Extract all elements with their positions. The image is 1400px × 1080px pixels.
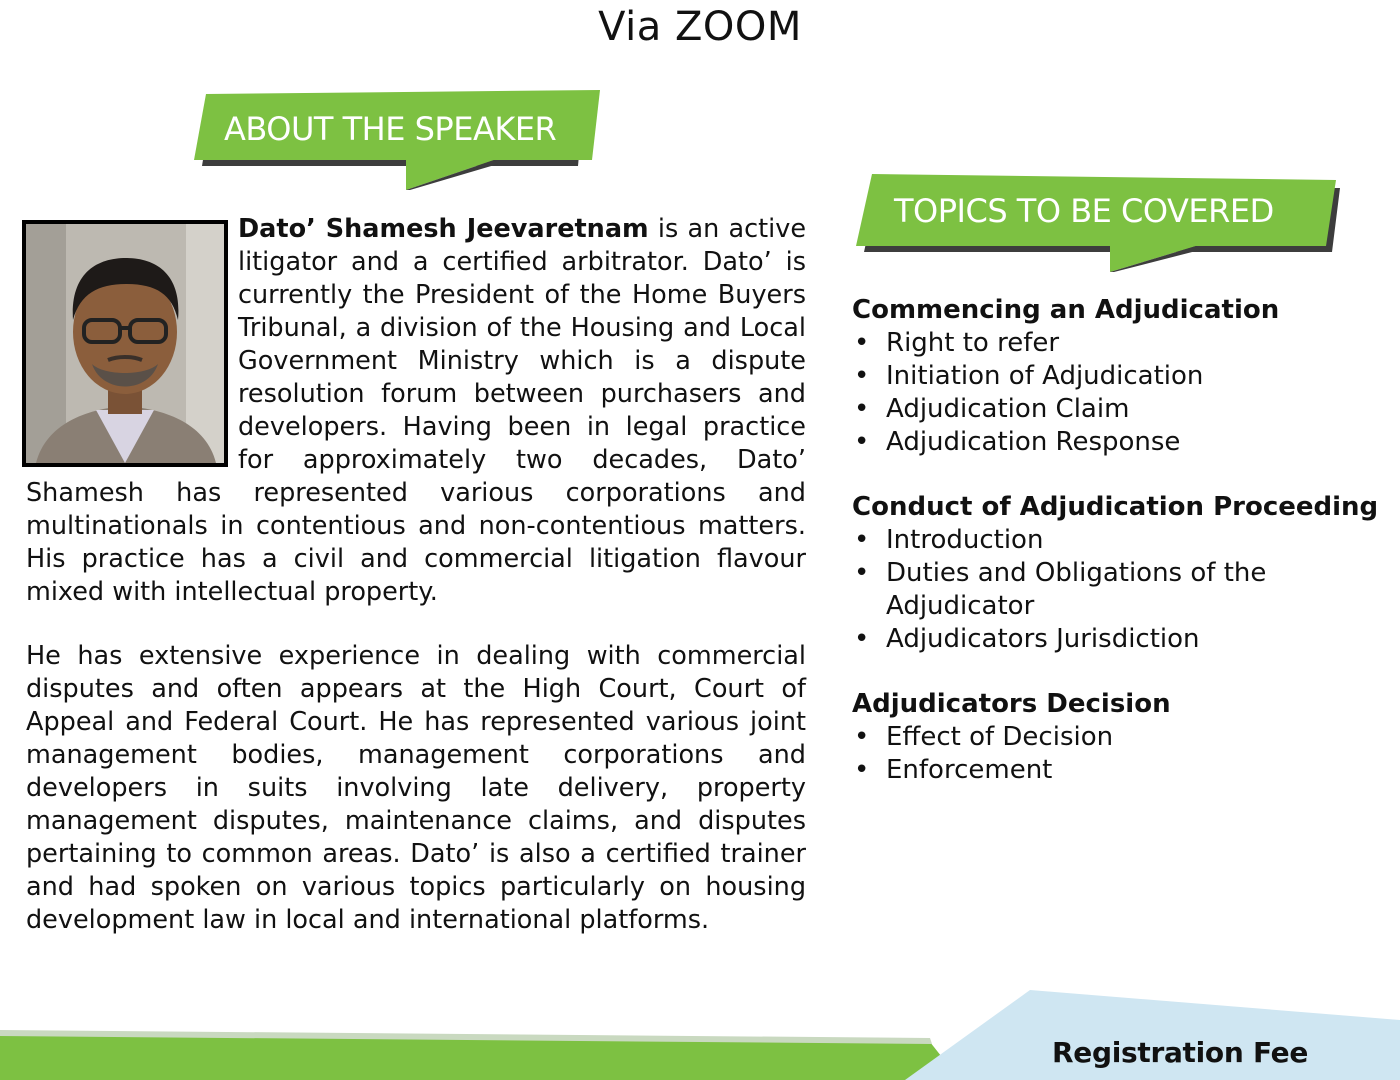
about-speaker-title: ABOUT THE SPEAKER <box>224 110 557 148</box>
list-item: • Enforcement <box>852 754 1392 787</box>
registration-fee-label: Registration Fee <box>1052 1036 1309 1069</box>
about-speaker-banner <box>194 86 604 194</box>
bio-paragraph-2: He has extensive experience in dealing with commercial disputes and often appears at the High Court, Court of Appeal and Federal Court. He has represented various joint management bodies, management corporations and developers in suits involving late delivery, property management disputes, maintenance claims, and disputes pertaining to common areas. Dato’ is also a certified trainer and had spoken on various topics particularly on housing development law in local and international platforms. <box>26 641 806 935</box>
topic-section-title: Adjudicators Decision <box>852 689 1171 719</box>
list-item: • Duties and Obligations of the Adjudicator <box>852 557 1392 623</box>
bio-paragraph-1-text: is an active litigator and a certified arbitrator. Dato’ is currently the President of the Home Buyers Tribunal, a division of the Housing and Local Government Ministry which is a dispute resolution forum between purchasers and developers. Having been in legal practice for approximately two decades, Dato’ Shamesh has represented various corporations and multinationals in contentious and non-contentious matters. His practice has a civil and commercial litigation flavour mixed with intellectual property. <box>26 214 807 607</box>
topic-section <box>852 491 1392 656</box>
list-item: • Effect of Decision <box>852 721 1392 754</box>
topic-section <box>852 688 1392 787</box>
speaker-name: Dato’ Shamesh Jeevaretnam <box>238 214 649 244</box>
topics-banner <box>856 170 1340 276</box>
topic-section <box>852 294 1392 459</box>
speaker-bio <box>26 213 806 937</box>
topic-section-title: Commencing an Adjudication <box>852 295 1280 325</box>
via-zoom-heading: Via ZOOM <box>598 4 802 50</box>
list-item: • Introduction <box>852 524 1392 557</box>
topics-list <box>852 294 1392 819</box>
list-item: • Adjudication Claim <box>852 393 1392 426</box>
list-item: • Adjudication Response <box>852 426 1392 459</box>
list-item: • Initiation of Adjudication <box>852 360 1392 393</box>
topics-title: TOPICS TO BE COVERED <box>894 192 1274 230</box>
list-item: • Right to refer <box>852 327 1392 360</box>
topic-section-title: Conduct of Adjudication Proceeding <box>852 492 1379 522</box>
list-item: • Adjudicators Jurisdiction <box>852 623 1392 656</box>
